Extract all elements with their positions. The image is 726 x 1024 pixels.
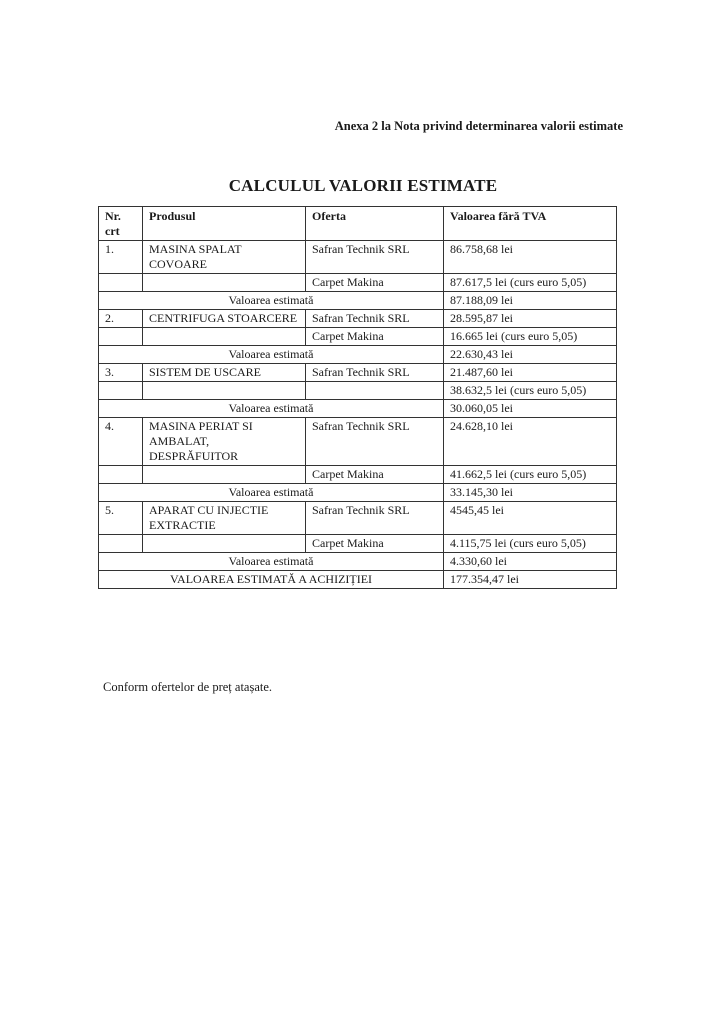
row-product: SISTEM DE USCARE [143, 364, 306, 382]
total-label: VALOAREA ESTIMATĂ A ACHIZIȚIEI [99, 571, 444, 589]
row-nr: 2. [99, 310, 143, 328]
total-value: 177.354,47 lei [444, 571, 617, 589]
row-value: 86.758,68 lei [444, 241, 617, 274]
estimate-row [99, 292, 617, 310]
row-value: 24.628,10 lei [444, 418, 617, 466]
header-nr: Nr. crt [99, 207, 143, 241]
table-row [99, 466, 617, 484]
estimate-value: 4.330,60 lei [444, 553, 617, 571]
estimate-label: Valoarea estimată [99, 553, 444, 571]
row-nr: 3. [99, 364, 143, 382]
row-supplier: Carpet Makina [306, 274, 444, 292]
row-supplier: Carpet Makina [306, 535, 444, 553]
row-value: 16.665 lei (curs euro 5,05) [444, 328, 617, 346]
table-row [99, 502, 617, 535]
total-row [99, 571, 617, 589]
estimate-row [99, 553, 617, 571]
table-row [99, 382, 617, 400]
estimate-row [99, 400, 617, 418]
row-nr: 4. [99, 418, 143, 466]
row-nr: 1. [99, 241, 143, 274]
row-product: MASINA PERIAT SI AMBALAT, DESPRĂFUITOR [143, 418, 306, 466]
header-offer: Oferta [306, 207, 444, 241]
row-supplier: Safran Technik SRL [306, 502, 444, 535]
estimate-row [99, 484, 617, 502]
table-header-row [99, 207, 617, 241]
document-title: CALCULUL VALORII ESTIMATE [228, 176, 498, 195]
row-supplier: Safran Technik SRL [306, 418, 444, 466]
estimate-row [99, 346, 617, 364]
header-product: Produsul [143, 207, 306, 241]
row-value: 21.487,60 lei [444, 364, 617, 382]
row-product: APARAT CU INJECTIE EXTRACTIE [143, 502, 306, 535]
row-supplier: Carpet Makina [306, 466, 444, 484]
row-value: 41.662,5 lei (curs euro 5,05) [444, 466, 617, 484]
table-row [99, 364, 617, 382]
table-row [99, 535, 617, 553]
row-supplier: Safran Technik SRL [306, 364, 444, 382]
estimate-value: 33.145,30 lei [444, 484, 617, 502]
row-supplier: Safran Technik SRL [306, 310, 444, 328]
table-row [99, 328, 617, 346]
row-value: 4545,45 lei [444, 502, 617, 535]
estimate-value: 30.060,05 lei [444, 400, 617, 418]
row-product: MASINA SPALAT COVOARE [143, 241, 306, 274]
row-product: CENTRIFUGA STOARCERE [143, 310, 306, 328]
row-value: 28.595,87 lei [444, 310, 617, 328]
table-row [99, 241, 617, 274]
row-value: 4.115,75 lei (curs euro 5,05) [444, 535, 617, 553]
estimate-label: Valoarea estimată [99, 400, 444, 418]
estimate-value: 22.630,43 lei [444, 346, 617, 364]
row-value: 87.617,5 lei (curs euro 5,05) [444, 274, 617, 292]
row-supplier [306, 382, 444, 400]
estimate-table [98, 206, 617, 589]
row-value: 38.632,5 lei (curs euro 5,05) [444, 382, 617, 400]
footer-note: Conform ofertelor de preț atașate. [103, 680, 273, 694]
table-row [99, 418, 617, 466]
row-nr: 5. [99, 502, 143, 535]
row-supplier: Safran Technik SRL [306, 241, 444, 274]
annex-reference: Anexa 2 la Nota privind determinarea valorii estimate [334, 119, 623, 133]
estimate-label: Valoarea estimată [99, 346, 444, 364]
estimate-label: Valoarea estimată [99, 484, 444, 502]
row-supplier: Carpet Makina [306, 328, 444, 346]
table-row [99, 310, 617, 328]
estimate-value: 87.188,09 lei [444, 292, 617, 310]
header-value: Valoarea fără TVA [444, 207, 617, 241]
table-row [99, 274, 617, 292]
estimate-label: Valoarea estimată [99, 292, 444, 310]
